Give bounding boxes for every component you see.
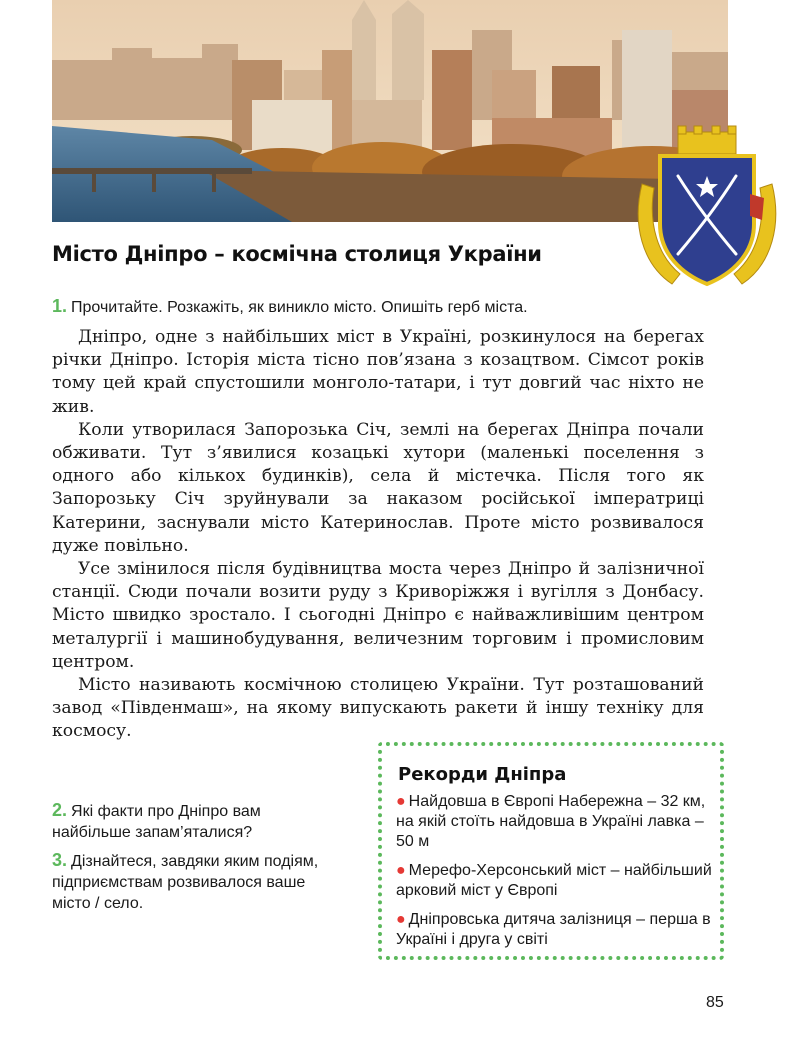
list-item	[396, 910, 722, 950]
task-2	[52, 800, 342, 843]
task-text: Які факти про Дніпро вам найбільше запам’яталися?	[52, 803, 261, 841]
page-title: Місто Дніпро – космічна столиця України	[52, 242, 542, 266]
coat-of-arms	[632, 124, 782, 298]
record-text: Дніпровська дитяча залізниця – перша в Україні і друга у світі	[396, 911, 711, 948]
record-text: Мерефо-Херсонський міст – найбільший арковий міст у Європі	[396, 862, 712, 899]
bullet-icon: ●	[396, 793, 406, 810]
paragraph: Коли утворилася Запорозька Січ, землі на берегах Дніпра почали обживати. Тут з’явилися козацькі хутори (маленькі поселення з одного або кількох будинків), села й містечка. Після того як Запорозьку Січ зруйнували за наказом російської імператриці Катерини, заснували місто Катеринослав. Проте місто розвивалося дуже повільно.	[52, 419, 704, 556]
paragraph: Дніпро, одне з найбільших міст в Україні, розкинулося на берегах річки Дніпро. Історія міста тісно пов’язана з козацтвом. Сімсот років тому цей край спустошили монголо-татари, і тут довгий час ніхто не жив.	[52, 327, 704, 417]
record-text: Найдовша в Європі Набережна – 32 км, на якій стоїть найдовша в Україні лавка – 50 м	[396, 793, 706, 850]
task-number: 3.	[52, 850, 68, 870]
task-text: Дізнайтеся, завдяки яким подіям, підприємствам розвивалося ваше місто / село.	[52, 853, 319, 912]
records-box	[378, 742, 724, 960]
task-3	[52, 850, 342, 914]
bullet-icon: ●	[396, 862, 406, 879]
task-number: 2.	[52, 800, 68, 820]
task-number: 1.	[52, 296, 68, 316]
bullet-icon: ●	[396, 911, 406, 928]
list-item	[396, 792, 722, 852]
page-number: 85	[706, 994, 724, 1011]
records-heading: Рекорди Дніпра	[398, 764, 567, 785]
list-item	[396, 861, 722, 901]
paragraph: Усе змінилося після будівництва моста через Дніпро й залізничної станції. Сюди почали возити руду з Криворіжжя і вугілля з Донбасу. Місто швидко зростало. І сьогодні Дніпро є найважливішим центром металургії і машинобудування, величезним торговим і промисловим центром.	[52, 559, 704, 672]
task-1	[52, 296, 692, 318]
records-list	[396, 792, 722, 959]
main-text	[52, 326, 704, 744]
city-photo	[52, 0, 728, 222]
paragraph: Місто називають космічною столицею України. Тут розташований завод «Південмаш», на якому випускають ракети й іншу техніку для космосу.	[52, 675, 704, 742]
task-text: Прочитайте. Розкажіть, як виникло місто. Опишіть герб міста.	[71, 299, 528, 316]
